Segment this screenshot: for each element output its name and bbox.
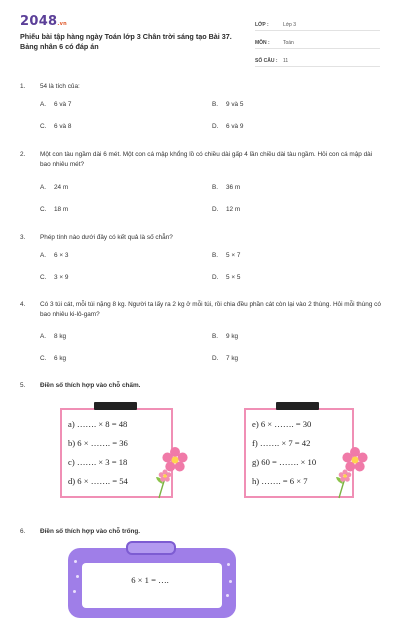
meta-value: Lớp 3 [283,22,297,28]
option-text: 18 m [54,206,69,213]
option-b[interactable] [212,333,238,340]
option-letter: A. [40,184,47,191]
worksheet-title: Phiếu bài tập hàng ngày Toán lớp 3 Chân trời sáng tạo Bài 37. Bảng nhân 6 có đáp án [20,32,232,51]
option-letter: A. [40,333,47,340]
flower-icon [155,444,191,500]
exercise-line[interactable]: b) 6 × ……. = 36 [68,438,128,448]
board-dot [226,594,229,597]
option-text: 9 và 5 [226,101,244,108]
option-b[interactable] [212,101,243,108]
option-a[interactable] [40,184,68,191]
site-logo[interactable] [20,14,67,29]
logo-suffix: .vn [57,21,68,27]
option-text: 36 m [226,184,241,191]
meta-label: SỐ CÂU : [255,58,278,64]
exercise-line[interactable]: c) ……. × 3 = 18 [68,457,128,467]
question-3 [20,233,382,243]
question-2 [20,150,382,170]
option-d[interactable] [212,206,240,213]
option-a[interactable] [40,333,66,340]
option-letter: B. [212,184,219,191]
question-text: Phép tính nào dưới đây có kết quả là số chẵn? [40,234,173,241]
exercise-line[interactable]: f) ……. × 7 = 42 [252,438,311,448]
tape-decoration [94,402,137,410]
option-text: 7 kg [226,355,239,362]
option-letter: D. [212,123,219,130]
option-d[interactable] [212,355,238,362]
question-5 [20,381,382,391]
option-letter: C. [40,355,47,362]
question-number: 6. [20,528,26,535]
option-d[interactable] [212,274,240,281]
option-letter: B. [212,333,219,340]
option-letter: B. [212,252,219,259]
option-text: 24 m [54,184,69,191]
option-a[interactable] [40,252,68,259]
option-text: 3 × 9 [54,274,69,281]
exercise-line[interactable]: e) 6 × ……. = 30 [252,419,312,429]
option-letter: B. [212,101,219,108]
board-dot [229,580,232,583]
question-number: 3. [20,234,26,241]
option-letter: C. [40,274,47,281]
option-b[interactable] [212,252,240,259]
question-number: 4. [20,301,26,308]
question-text: Điền số thích hợp vào chỗ trống. [40,528,141,535]
question-text: Một con tàu ngầm dài 6 mét. Một con cá mập khổng lồ có chiều dài gấp 4 lần chiều dài tàu ngầm. Hỏi con cá mập dài bao nhiêu mét? [40,151,373,168]
worksheet-meta [255,16,380,70]
question-text: Điền số thích hợp vào chỗ chấm. [40,382,141,389]
question-6 [20,527,382,537]
option-text: 5 × 5 [226,274,241,281]
option-letter: D. [212,355,219,362]
option-letter: A. [40,101,47,108]
option-letter: C. [40,206,47,213]
tape-decoration [276,402,319,410]
logo-text: 2048 [20,14,58,29]
question-text: Có 3 túi cát, mỗi túi nặng 8 kg. Người ta lấy ra 2 kg ở mỗi túi, rồi chia đều phần cát còn lại vào 2 thùng. Hỏi mỗi thùng có bao nhiêu ki-lô-gam? [40,301,381,318]
question-number: 5. [20,382,26,389]
option-text: 12 m [226,206,241,213]
option-text: 6 × 3 [54,252,69,259]
board-dot [227,563,230,566]
exercise-line[interactable]: 6 × 1 = …. [131,575,169,585]
meta-row-subject [255,34,380,49]
option-letter: A. [40,252,47,259]
board-dot [76,575,79,578]
clipboard-clip [126,541,176,555]
option-text: 6 kg [54,355,67,362]
option-c[interactable] [40,206,68,213]
board-dot [74,560,77,563]
option-d[interactable] [212,123,243,130]
exercise-line[interactable]: d) 6 × ……. = 54 [68,476,128,486]
option-b[interactable] [212,184,240,191]
option-text: 6 và 7 [54,101,72,108]
exercise-line[interactable]: h) ……. = 6 × 7 [252,476,308,486]
clipboard-paper [82,563,222,608]
meta-label: MÔN : [255,40,270,46]
option-c[interactable] [40,123,71,130]
option-c[interactable] [40,274,68,281]
meta-value: Toán [283,40,294,46]
option-text: 6 và 8 [54,123,72,130]
option-text: 9 kg [226,333,239,340]
meta-value: 11 [283,58,289,64]
exercise-line[interactable]: g) 60 = ……. × 10 [252,457,317,467]
question-number: 1. [20,83,26,90]
question-number: 2. [20,151,26,158]
option-c[interactable] [40,355,66,362]
option-text: 6 và 9 [226,123,244,130]
option-text: 5 × 7 [226,252,241,259]
question-1 [20,82,382,92]
board-dot [73,590,76,593]
meta-row-class [255,16,380,31]
exercise-line[interactable]: a) ……. × 8 = 48 [68,419,128,429]
option-letter: D. [212,206,219,213]
option-letter: C. [40,123,47,130]
meta-row-count [255,52,380,67]
option-a[interactable] [40,101,71,108]
question-text: 54 là tích của: [40,83,80,90]
option-letter: D. [212,274,219,281]
flower-icon [335,444,371,500]
option-text: 8 kg [54,333,67,340]
question-4 [20,300,382,320]
meta-label: LỚP : [255,22,269,28]
